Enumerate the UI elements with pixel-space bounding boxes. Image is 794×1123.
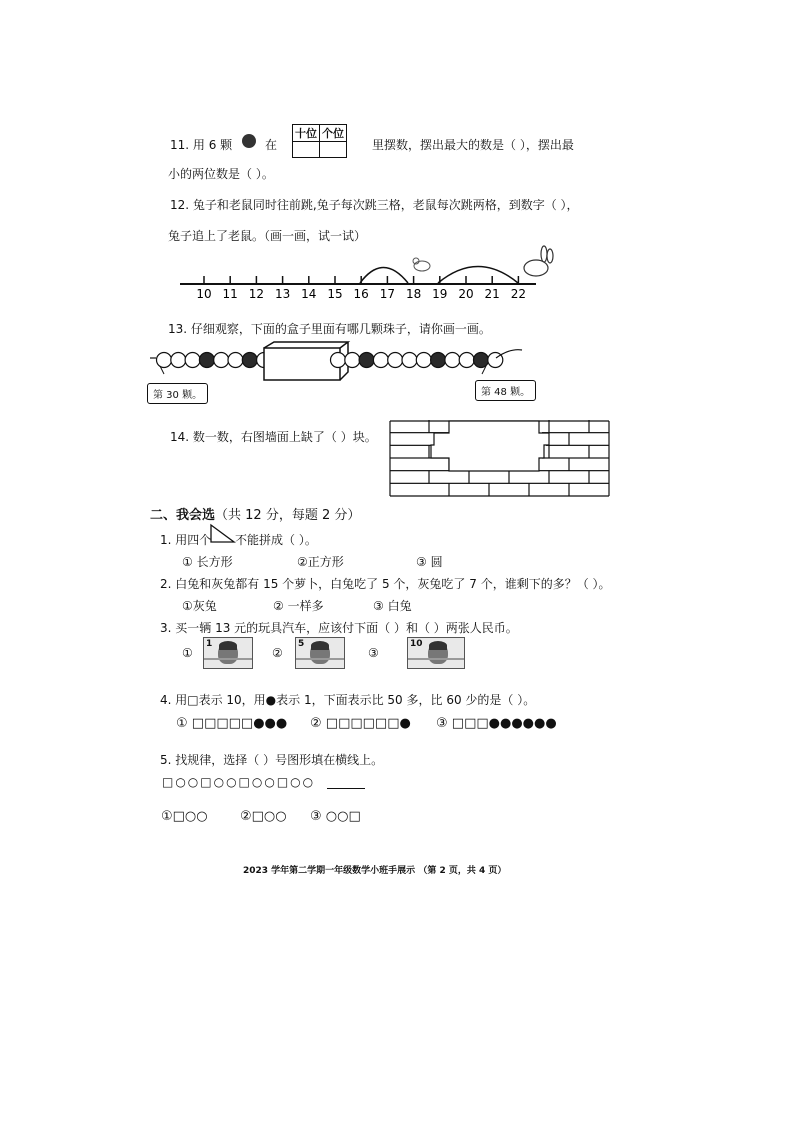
tick-label: 13 xyxy=(274,287,291,301)
white-bead xyxy=(373,353,388,368)
c1-suffix: 不能拼成（ ）。 xyxy=(235,533,317,547)
banknote-1-yuan[interactable] xyxy=(203,637,253,669)
tick-label: 16 xyxy=(353,287,369,301)
c5-text: 5. 找规律，选择（ ）号图形填在横线上。 xyxy=(160,753,384,767)
white-bead xyxy=(402,353,417,368)
place-value-table xyxy=(292,124,347,158)
c3-marker-2[interactable]: ② xyxy=(272,646,283,660)
bead-icon xyxy=(241,133,257,149)
section2-header xyxy=(150,504,360,523)
tick-label: 22 xyxy=(510,287,527,301)
black-bead xyxy=(431,353,446,368)
white-bead xyxy=(185,353,200,368)
q11-suffix: 里摆数，摆出最大的数是（ ），摆出最 xyxy=(372,138,574,152)
c4-option-3[interactable]: ③ □□□●●●●●● xyxy=(436,716,557,731)
c5-option-3[interactable]: ③ ○○□ xyxy=(310,809,361,824)
tick-label: 11 xyxy=(222,287,238,301)
white-bead xyxy=(171,353,186,368)
rabbit-icon xyxy=(524,246,553,276)
tick-label: 17 xyxy=(379,287,396,301)
white-bead xyxy=(157,353,172,368)
tick-label: 14 xyxy=(301,287,317,301)
white-bead xyxy=(214,353,229,368)
black-bead xyxy=(474,353,489,368)
white-bead xyxy=(331,353,346,368)
q11-zai: 在 xyxy=(265,138,278,152)
tick-label: 19 xyxy=(432,287,448,301)
banknote-5-yuan[interactable] xyxy=(295,637,345,669)
c1-option-3[interactable]: ③ 圆 xyxy=(416,555,443,569)
c2-option-1[interactable]: ①灰兔 xyxy=(182,599,217,613)
tens-header: 十位 xyxy=(293,125,320,142)
white-bead xyxy=(416,353,431,368)
banknote-10-yuan[interactable] xyxy=(407,637,465,669)
brick-wall xyxy=(389,420,611,498)
c2-option-2[interactable]: ② 一样多 xyxy=(273,599,324,613)
page-footer: 2023 学年第二学期一年级数学小班手展示 （第 2 页，共 4 页） xyxy=(243,866,507,876)
q11-prefix: 11. 用 6 颗 xyxy=(170,138,233,152)
c2-option-3[interactable]: ③ 白兔 xyxy=(373,599,412,613)
white-bead xyxy=(345,353,360,368)
c1-prefix: 1. 用四个 xyxy=(160,533,212,547)
note-5-value: 5 xyxy=(298,639,305,649)
c4-option-1[interactable]: ① □□□□□●●● xyxy=(176,716,288,731)
c4-text: 4. 用□表示 10，用●表示 1，下面表示比 50 多，比 60 少的是（ ）。 xyxy=(160,693,536,707)
c3-marker-1[interactable]: ① xyxy=(182,646,193,660)
q13-text: 13. 仔细观察，下面的盒子里面有哪几颗珠子，请你画一画。 xyxy=(168,322,491,336)
black-bead xyxy=(199,353,214,368)
c5-option-2[interactable]: ②□○○ xyxy=(240,809,287,824)
tick-label: 20 xyxy=(458,287,474,301)
hidden-box xyxy=(264,348,340,380)
label-48th-bead: 第 48 颗。 xyxy=(475,380,536,401)
tick-label: 12 xyxy=(248,287,265,301)
section2-title: 二、我会选 xyxy=(150,508,216,523)
bead-string xyxy=(150,340,530,386)
tick-label: 21 xyxy=(484,287,500,301)
black-bead xyxy=(242,353,257,368)
tick-label: 18 xyxy=(405,287,422,301)
c2-text: 2. 白兔和灰兔都有 15 个萝卜，白兔吃了 5 个，灰兔吃了 7 个，谁剩下的多？（ ）。 xyxy=(160,577,611,591)
c5-option-1[interactable]: ①□○○ xyxy=(161,809,208,824)
c1-option-2[interactable]: ②正方形 xyxy=(297,555,344,569)
tick-label: 15 xyxy=(327,287,343,301)
note-1-value: 1 xyxy=(206,639,213,649)
q14-text: 14. 数一数，右图墙面上缺了（ ）块。 xyxy=(170,430,377,444)
c3-marker-3[interactable]: ③ xyxy=(368,646,379,660)
ones-cell xyxy=(320,142,347,158)
q11-line2: 小的两位数是（ ）。 xyxy=(168,167,274,181)
white-bead xyxy=(445,353,460,368)
c5-sequence: □○○□○○□○○□○○ xyxy=(162,775,316,789)
ones-header: 个位 xyxy=(320,125,347,142)
c1-option-1[interactable]: ① 长方形 xyxy=(182,555,233,569)
c3-text: 3. 买一辆 13 元的玩具汽车，应该付下面（ ）和（ ）两张人民币。 xyxy=(160,621,518,635)
missing-bricks-area xyxy=(431,421,549,471)
tens-cell xyxy=(293,142,320,158)
q12-line1: 12. 兔子和老鼠同时往前跳,兔子每次跳三格，老鼠每次跳两格，到数字（ ）， xyxy=(170,198,579,212)
triangle-icon xyxy=(210,524,236,544)
white-bead xyxy=(228,353,243,368)
number-line xyxy=(178,246,558,302)
q12-line2: 兔子追上了老鼠。（画一画，试一试） xyxy=(168,229,367,243)
label-30th-bead: 第 30 颗。 xyxy=(147,383,208,404)
c4-option-2[interactable]: ② □□□□□□● xyxy=(310,716,411,731)
white-bead xyxy=(459,353,474,368)
section2-info: （共 12 分，每题 2 分） xyxy=(215,508,361,523)
answer-blank-line[interactable] xyxy=(327,788,365,789)
tick-label: 10 xyxy=(196,287,212,301)
mouse-icon xyxy=(413,258,430,271)
note-10-value: 10 xyxy=(410,639,423,649)
black-bead xyxy=(359,353,374,368)
white-bead xyxy=(388,353,403,368)
